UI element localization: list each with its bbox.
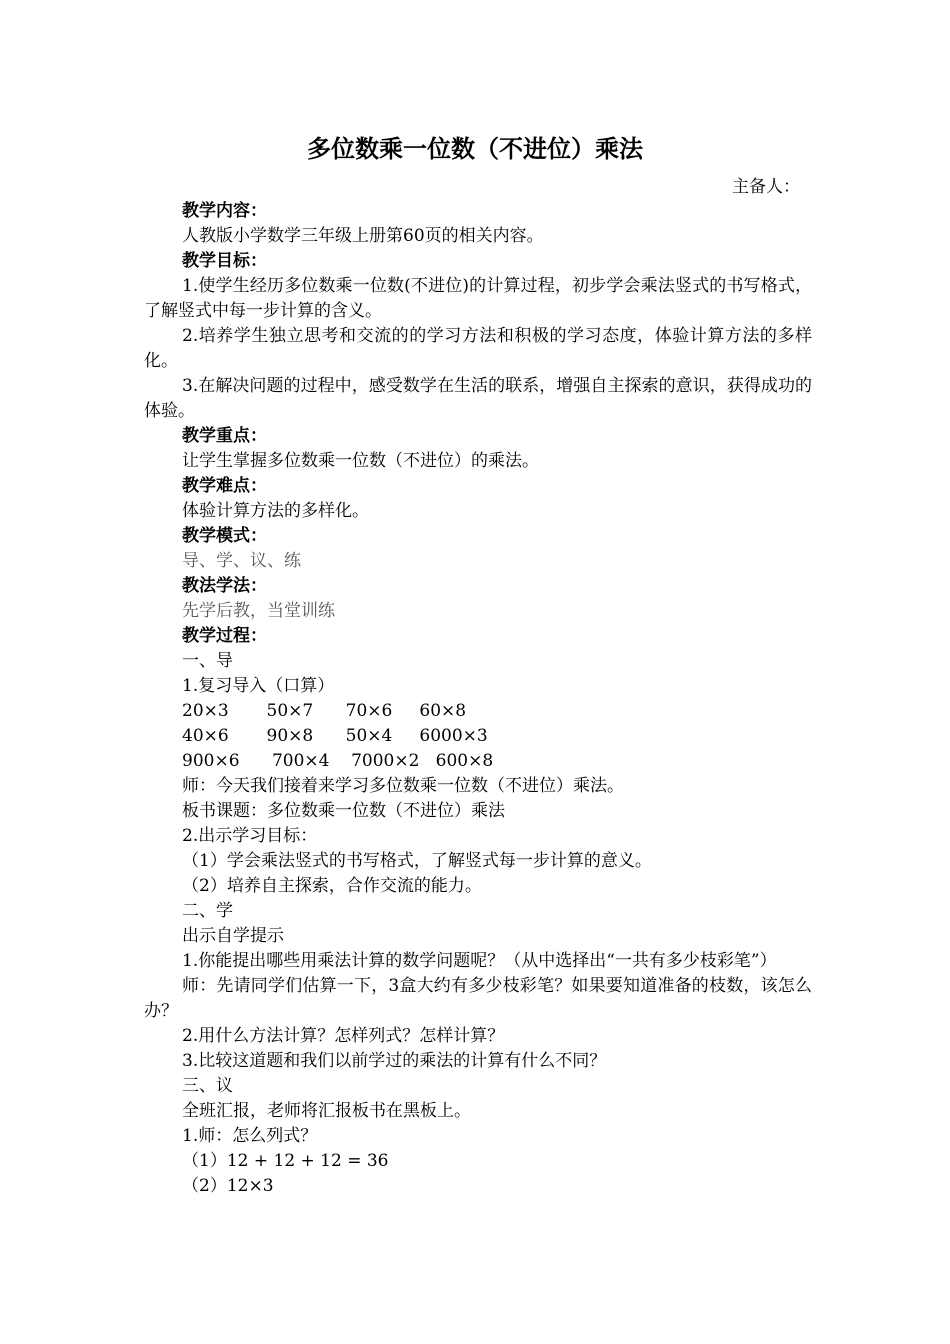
goal-2: 2.培养学生独立思考和交流的的学习方法和积极的学习态度，体验计算方法的多样化。 [144,326,812,371]
process-heading: 教学过程： [182,626,267,646]
section-1: 一、导 [182,651,233,671]
calc-row-3 [144,749,812,774]
self-study: 出示自学提示 [182,926,284,946]
calc-item: 600×8 [435,751,494,771]
content-text: 人教版小学数学三年级上册第60页的相关内容。 [182,226,544,246]
review-title: 1.复习导入（口算） [182,676,335,696]
method-text: 先学后教，当堂训练 [182,601,335,621]
key-heading: 教学重点： [182,426,267,446]
formula-1: （1）12 + 12 + 12 = 36 [182,1151,389,1171]
calc-item: 50×4 [345,726,393,746]
key-text: 让学生掌握多位数乘一位数（不进位）的乘法。 [182,451,539,471]
board-title: 板书课题：多位数乘一位数（不进位）乘法 [182,801,505,821]
difficulty-text: 体验计算方法的多样化。 [182,501,369,521]
calc-item: 60×8 [419,701,467,721]
goal-item-1: （1）学会乘法竖式的书写格式，了解竖式每一步计算的意义。 [182,851,652,871]
difficulty-heading: 教学难点： [182,476,267,496]
calc-item: 900×6 [182,751,240,771]
method-heading: 教法学法： [182,576,267,596]
question-3: 3.比较这道题和我们以前学过的乘法的计算有什么不同？ [182,1051,607,1071]
calc-item: 50×7 [266,701,314,721]
calc-item: 70×6 [345,701,393,721]
mode-heading: 教学模式： [182,526,267,546]
calc-item: 7000×2 [351,751,420,771]
calc-row-2 [144,724,812,749]
class-report: 全班汇报，老师将汇报板书在黑板上。 [182,1101,471,1121]
calc-item: 20×3 [182,701,229,721]
calc-item: 700×4 [271,751,330,771]
calc-row-1 [144,699,812,724]
how-formula: 1.师：怎么列式？ [182,1126,318,1146]
section-3: 三、议 [182,1076,233,1096]
document-body [144,199,812,1199]
goals-heading: 教学目标： [182,251,267,271]
goal-3: 3.在解决问题的过程中，感受数学在生活的联系，增强自主探索的意识，获得成功的体验。 [144,376,812,421]
teacher-estimate: 师：先请同学们估算一下，3盒大约有多少枝彩笔？如果要知道准备的枝数，该怎么办？ [144,976,812,1021]
calc-item: 90×8 [266,726,314,746]
goal-1: 1.使学生经历多位数乘一位数(不进位)的计算过程，初步学会乘法竖式的书写格式，了解竖式中每一步计算的含义。 [144,276,812,321]
mode-text: 导、学、议、练 [182,551,301,571]
calc-item: 40×6 [182,726,229,746]
calc-item: 6000×3 [419,726,488,746]
goal-item-2: （2）培养自主探索，合作交流的能力。 [182,876,482,896]
document-title: 多位数乘一位数（不进位）乘法 [307,134,643,163]
formula-2: （2）12×3 [182,1176,274,1196]
author-label: 主备人： [732,177,800,197]
question-1: 1.你能提出哪些用乘法计算的数学问题呢？（从中选择出“一共有多少枝彩笔”） [182,951,777,971]
show-goals: 2.出示学习目标： [182,826,318,846]
section-2: 二、学 [182,901,233,921]
question-2: 2.用什么方法计算？怎样列式？怎样计算？ [182,1026,505,1046]
content-heading: 教学内容： [182,201,267,221]
teacher-intro: 师：今天我们接着来学习多位数乘一位数（不进位）乘法。 [182,776,624,796]
